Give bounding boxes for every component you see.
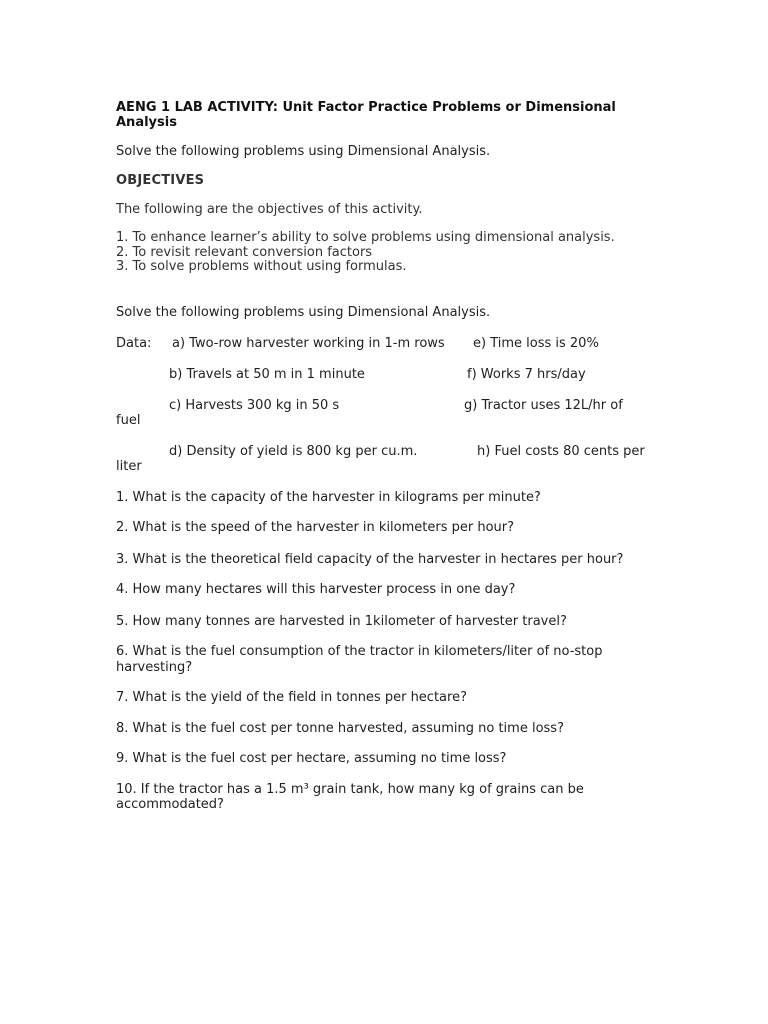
question-item: 5. How many tonnes are harvested in 1kilometer of harvester travel? [116,613,567,629]
data-item-d: d) Density of yield is 800 kg per cu.m. [169,443,418,459]
question-item: 10. If the tractor has a 1.5 m³ grain tank, how many kg of grains can be accommodated? [116,781,584,812]
data-item-h-cont: liter [116,458,142,474]
data-item-h: h) Fuel costs 80 cents per [477,443,645,459]
intro-text-2: Solve the following problems using Dimensional Analysis. [116,304,491,320]
question-item: 6. What is the fuel consumption of the tractor in kilometers/liter of no-stop harvesting? [116,644,603,675]
data-row-b-f [116,367,656,382]
document-title: AENG 1 LAB ACTIVITY: Unit Factor Practice Problems or Dimensional Analysis [116,100,616,130]
objective-item: 1. To enhance learner’s ability to solve problems using dimensional analysis. [116,230,615,245]
data-item-b: b) Travels at 50 m in 1 minute [169,366,365,382]
document-page [116,100,656,813]
question-item: 7. What is the yield of the field in tonnes per hectare? [116,690,467,705]
intro-text: Solve the following problems using Dimensional Analysis. [116,144,491,159]
data-row-a-e [116,336,656,351]
data-row-d-h [116,444,656,459]
objectives-heading: OBJECTIVES [116,173,205,188]
data-item-g-cont: fuel [116,412,141,428]
question-item: 4. How many hectares will this harvester process in one day? [116,582,516,597]
questions-list [116,474,656,813]
question-item: 9. What is the fuel cost per hectare, assuming no time loss? [116,751,507,766]
objective-item: 3. To solve problems without using formulas. [116,259,407,274]
data-label: Data: [116,335,152,351]
data-section [116,336,656,474]
data-item-a: a) Two-row harvester working in 1-m rows [172,335,445,351]
data-item-f: f) Works 7 hrs/day [467,366,586,382]
data-item-c: c) Harvests 300 kg in 50 s [169,397,340,413]
question-item: 2. What is the speed of the harvester in kilometers per hour? [116,520,515,535]
data-item-e: e) Time loss is 20% [473,335,599,351]
question-item: 1. What is the capacity of the harvester in kilograms per minute? [116,489,541,505]
objectives-intro: The following are the objectives of this activity. [116,202,423,217]
question-item: 3. What is the theoretical field capacity of the harvester in hectares per hour? [116,551,624,567]
question-item: 8. What is the fuel cost per tonne harvested, assuming no time loss? [116,720,564,736]
objective-item: 2. To revisit relevant conversion factors [116,244,373,260]
data-item-g: g) Tractor uses 12L/hr of [464,397,623,413]
data-row-c-g [116,398,656,413]
objectives-list [116,231,656,275]
